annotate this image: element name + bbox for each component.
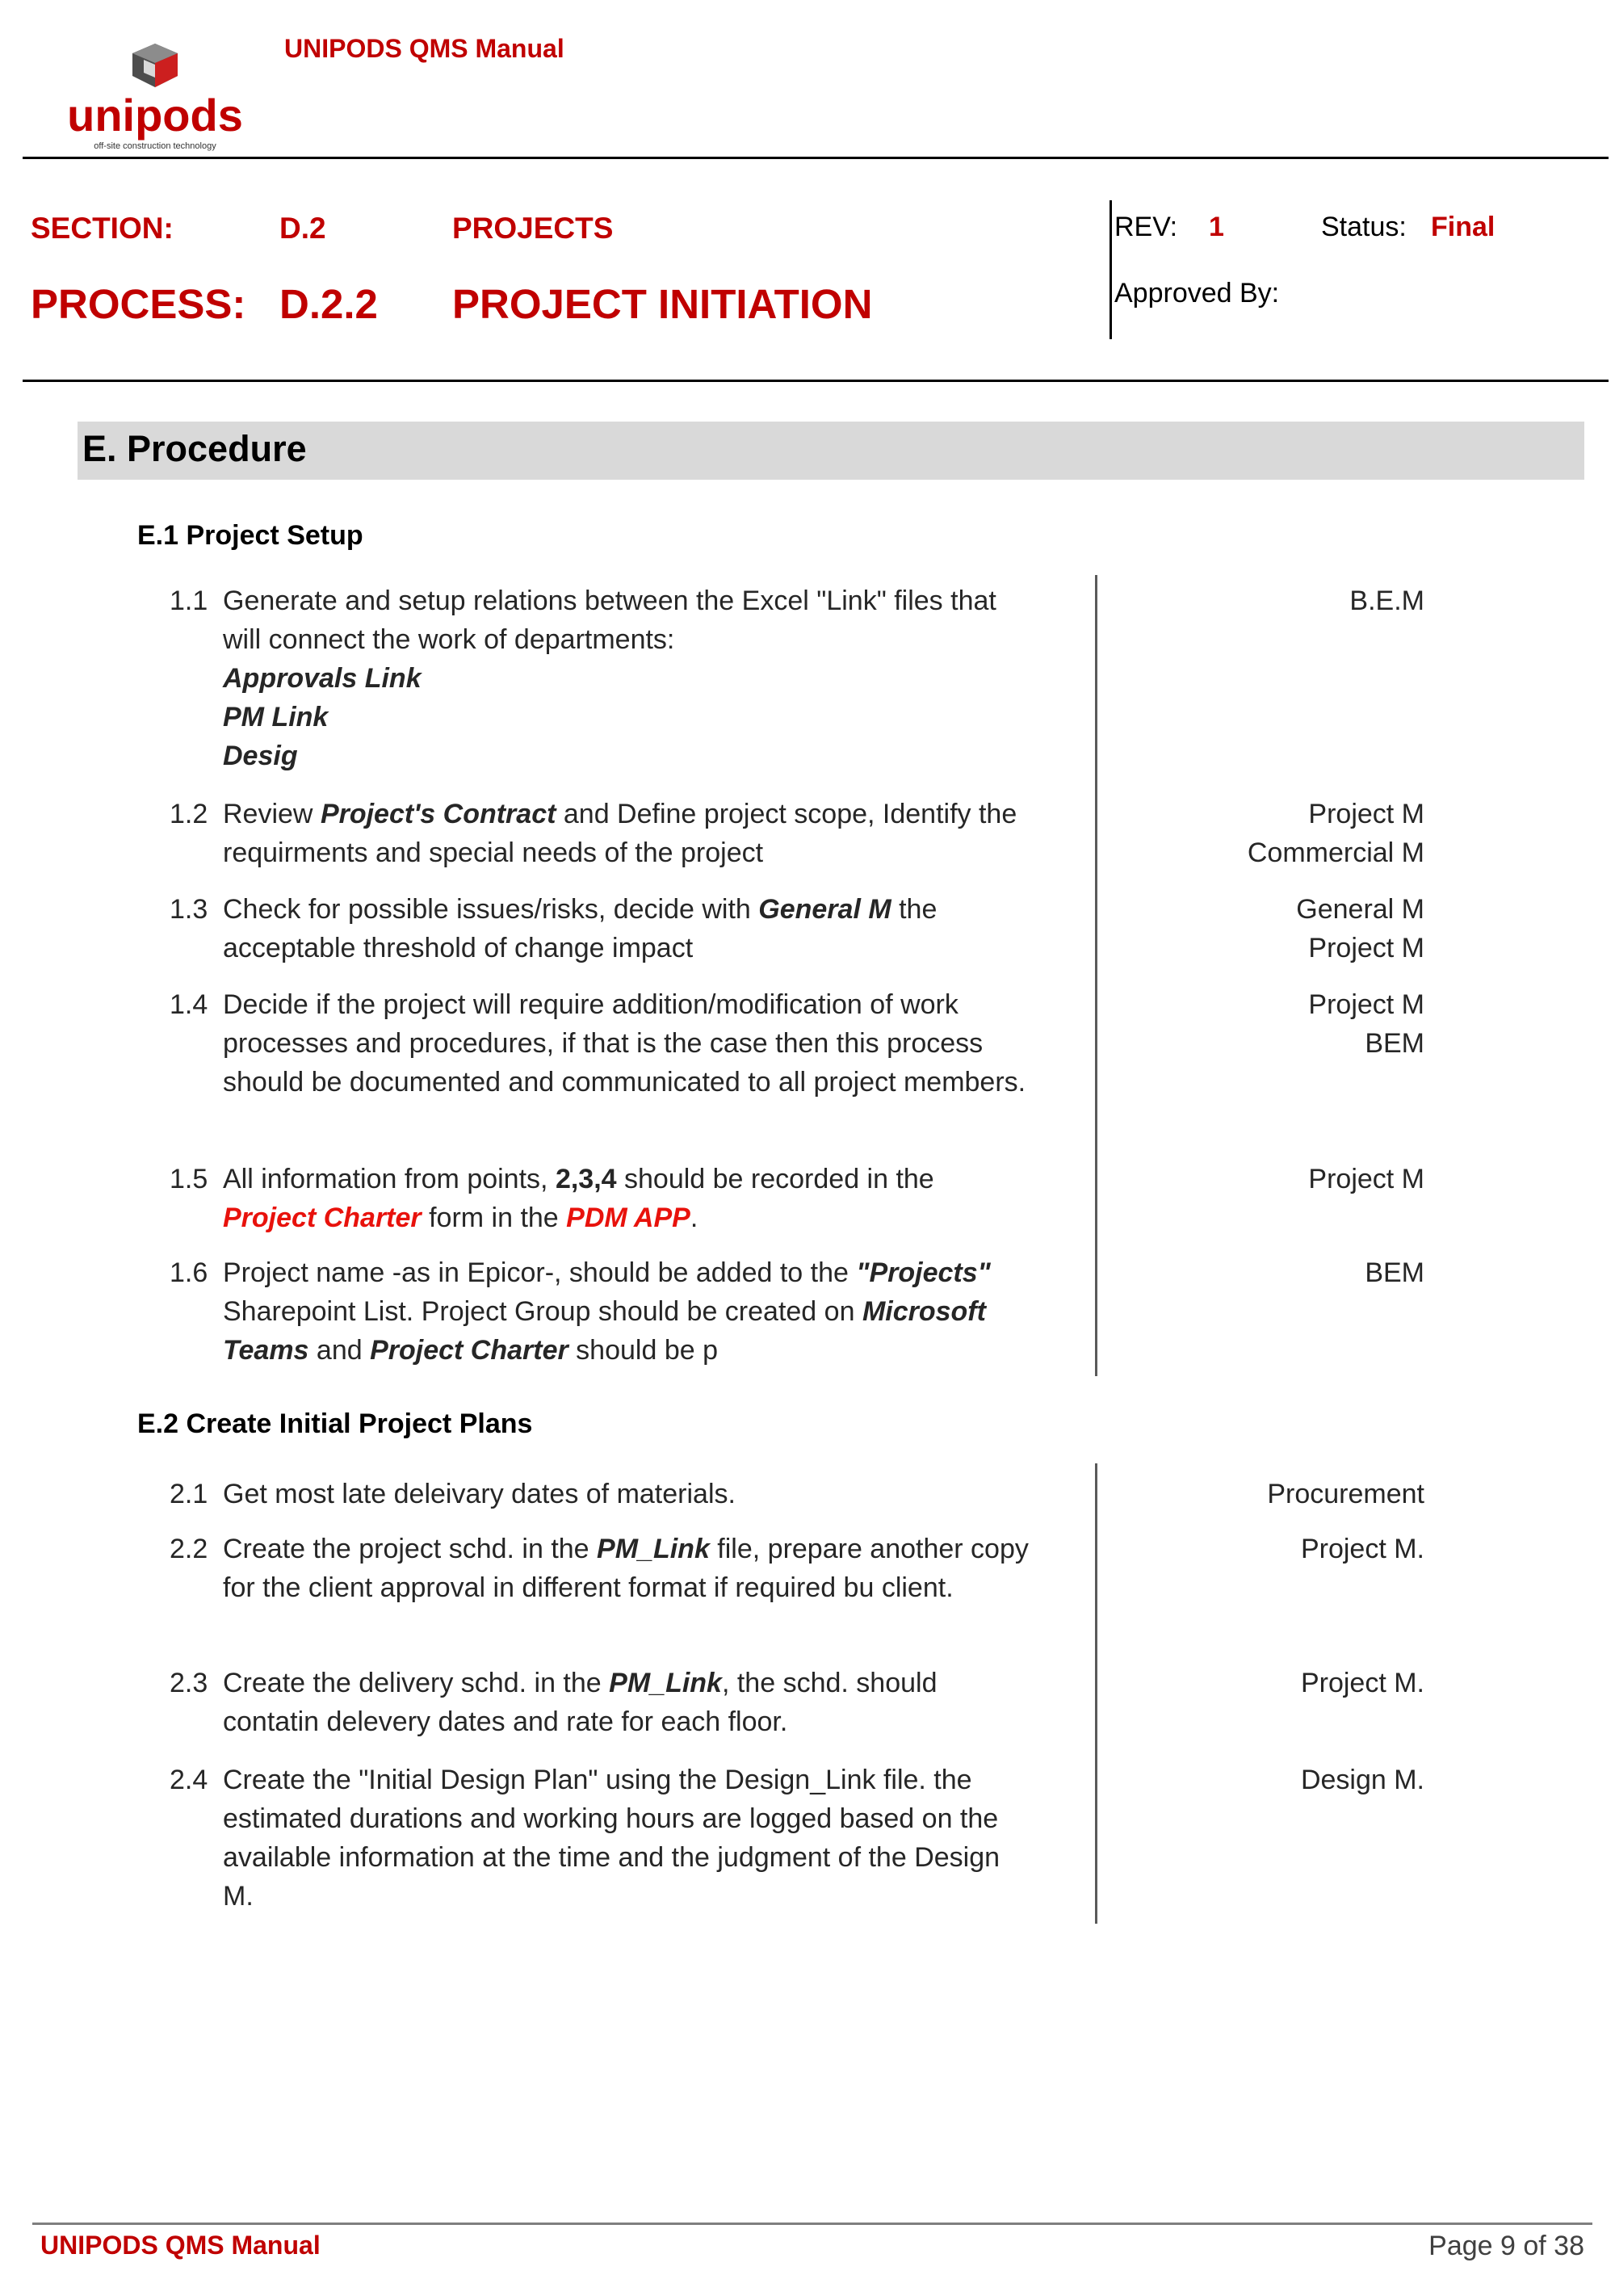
responsible-1-5: Project M [1308,1164,1424,1194]
unipods-logo [58,40,252,162]
e2-heading: E.2 Create Initial Project Plans [137,1408,533,1439]
approvals-link: Approvals Link [223,663,422,694]
cube-icon [132,44,178,87]
list-item-1-5: 1.5 All information from points, 2,3,4 should be recorded in the Project Charter form in the PDM APP. [170,1164,934,1233]
header-divider [23,157,1609,159]
list-item-2-2: 2.2 Create the project schd. in the PM_Link file, prepare another copy for the client approval in different format if required bu client. [170,1534,1029,1603]
manual-title: UNIPODS QMS Manual [284,34,564,63]
rev-value: 1 [1209,212,1224,242]
process-title: PROJECT INITIATION [452,281,873,327]
rev-label: REV: [1114,212,1178,242]
section-code: D.2 [279,212,326,245]
responsible-2-1: Procurement [1267,1479,1424,1509]
list-item-1-2: 1.2 Review Project's Contract and Define project scope, Identify the requirments and special needs of the project [170,799,1017,868]
page-number: Page 9 of 38 [1428,2231,1584,2261]
list-item-1-6: 1.6 Project name -as in Epicor-, should be added to the "Projects" Sharepoint List. Project Group should be created on Microsoft Teams and Project Charter should be p [170,1257,991,1366]
e1-heading: E.1 Project Setup [137,520,363,551]
process-code: D.2.2 [279,281,378,327]
process-label: PROCESS: [31,281,246,327]
footer-divider [32,2223,1592,2225]
responsible-1-4: Project M BEM [1308,989,1424,1059]
procedure-title: E. Procedure [82,428,307,469]
pm-link: PM Link [223,702,329,732]
footer-manual-title: UNIPODS QMS Manual [40,2231,321,2260]
list-item-2-1: 2.1 Get most late deleivary dates of materials. [170,1479,736,1509]
section-label: SECTION: [31,212,174,245]
list-item-1-3: 1.3 Check for possible issues/risks, decide with General M the acceptable threshold of change impact [170,894,938,963]
design-link: Desig [223,741,298,771]
approved-by-label: Approved By: [1114,278,1280,309]
responsible-2-4: Design M. [1300,1765,1424,1795]
item-number: 1.1 [170,586,208,616]
revision-divider [1110,200,1112,339]
list-item-2-4: 2.4 Create the "Initial Design Plan" using the Design_Link file. the estimated durations and working hours are logged based on the available information at the time and the judgment of the Design M. [170,1765,1000,1912]
svg-text:off-site construction technolo: off-site construction technology [94,141,216,151]
status-label: Status: [1321,212,1407,242]
responsible-1-1: B.E.M [1349,586,1424,616]
responsible-1-2: Project M Commercial M [1247,799,1424,868]
responsible-1-3: General M Project M [1296,894,1424,963]
section-title: PROJECTS [452,212,614,245]
section-divider [23,380,1609,382]
responsible-1-6: BEM [1365,1257,1424,1288]
list-item-1-4: 1.4 Decide if the project will require addition/modification of work processes and procedures, if that is the case then this process should be documented and communicated to all project members. [170,989,1026,1098]
list-item-1-1: 1.1 Generate and setup relations between the Excel "Link" files that will connect the work of departments: Approvals Link PM Link Desig [170,581,1034,775]
responsible-2-2: Project M. [1300,1534,1424,1564]
status-value: Final [1431,212,1495,242]
svg-text:unipods: unipods [67,90,243,141]
list-item-2-3: 2.3 Create the delivery schd. in the PM_Link, the schd. should contatin delevery dates and rate for each floor. [170,1668,938,1737]
responsible-2-3: Project M. [1300,1668,1424,1698]
